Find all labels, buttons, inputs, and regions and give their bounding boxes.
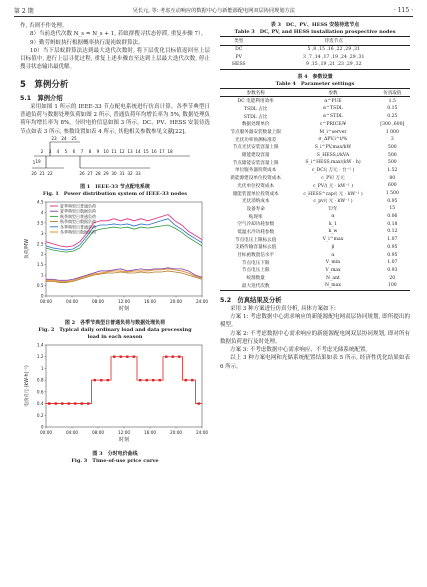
cell: 节点光伏安装容量上限 bbox=[232, 145, 279, 151]
data-point bbox=[74, 402, 76, 404]
cell: 80 bbox=[389, 175, 396, 181]
legend-label: 秋季典型日数据负荷 bbox=[60, 219, 96, 225]
table-row bbox=[220, 274, 410, 282]
data-point bbox=[81, 402, 83, 404]
table-header: 参数名称 bbox=[246, 90, 265, 96]
table-header: 仿真取值 bbox=[383, 90, 402, 96]
cell: α bbox=[331, 214, 335, 220]
y-tick-label: 1.5 bbox=[36, 262, 44, 268]
svg-text:12: 12 bbox=[119, 148, 125, 154]
cell: 光伏功率预测标准差 bbox=[234, 137, 277, 143]
svg-text:31: 31 bbox=[119, 170, 125, 176]
legend-label: 夏季典型日数据负荷 bbox=[60, 208, 96, 214]
paragraph: 以上 3 种方案电网和光储系统配置结果如表 5 所示, 经济性优化结果如表 6 所示。 bbox=[220, 355, 410, 370]
data-point bbox=[133, 355, 135, 357]
svg-text:17: 17 bbox=[159, 148, 165, 154]
table-row bbox=[220, 236, 410, 244]
data-point bbox=[172, 355, 174, 357]
cell: 0.12 bbox=[387, 229, 398, 235]
data-point bbox=[159, 379, 161, 381]
table-row bbox=[220, 144, 410, 152]
legend-label: 冬季典型日数据负荷 bbox=[60, 229, 96, 235]
svg-text:30: 30 bbox=[111, 170, 117, 176]
cell: 1.5 bbox=[388, 98, 396, 104]
table-row bbox=[220, 282, 410, 290]
cell: 3 ,7 ,14 ,17 ,19 ,24 ,29 ,31 bbox=[303, 54, 365, 60]
cell: 0.15 bbox=[387, 106, 398, 112]
x-tick-label: 12:00 bbox=[117, 298, 131, 304]
cell: 3 bbox=[390, 137, 394, 143]
x-axis-label: 时刻 bbox=[118, 305, 130, 312]
x-tick-label: 24:00 bbox=[195, 429, 209, 435]
step-8: 8）当前迭代次数 N_s = N_s + 1, 若蚁群搜寻状态停滞, 重复步骤 7）。 bbox=[30, 31, 207, 38]
data-point bbox=[94, 379, 96, 381]
y-tick-label: 2 bbox=[40, 251, 44, 257]
paragraph: 采用如图 1 所示的 IEEE-33 节点配电系统进行仿真计算。各季节典型日普通负荷与数据处理负荷如图 2 所示, 普通负荷年均增长率为 5%, 数据处理负荷年均增长率为 8%。分时电价信息如图 3 所示。DC、PV、HESS 安装待选节点如表 3 所示, 参数设置如表 4 所示, 其他相关参数参见文献[22]。 bbox=[20, 103, 210, 135]
svg-text:21: 21 bbox=[39, 170, 45, 176]
svg-text:13: 13 bbox=[127, 148, 133, 154]
cell: S_i^PV,max/kW bbox=[314, 144, 352, 150]
cell: V_max bbox=[325, 267, 341, 273]
table-row bbox=[220, 259, 410, 267]
left-column bbox=[20, 22, 210, 465]
cell: N_max bbox=[324, 283, 341, 289]
svg-text:11: 11 bbox=[111, 148, 117, 154]
cell: V_min bbox=[325, 260, 341, 266]
x-tick-label: 00:00 bbox=[39, 429, 53, 435]
svg-text:18: 18 bbox=[167, 148, 173, 154]
figure-caption-en: Fig. 3 Time-of-use price curve bbox=[71, 457, 159, 464]
svg-text:20: 20 bbox=[31, 170, 37, 176]
x-axis-label: 时刻 bbox=[118, 436, 130, 443]
table-row bbox=[220, 251, 410, 259]
subsection-heading: 5.2 仿真结果及分析 bbox=[220, 296, 282, 304]
svg-text:16: 16 bbox=[151, 148, 157, 154]
data-point bbox=[178, 355, 180, 357]
paragraph: 方案 1: 考虑数据中心需求响应的新能源配电网双层协同规划, 即所提出的模型。 bbox=[220, 313, 410, 329]
cell: 支路传输容量标幺值 bbox=[234, 245, 277, 251]
cell: 数据处理单价 bbox=[241, 122, 270, 128]
y-tick-label: 0 bbox=[40, 424, 44, 430]
x-tick-label: 08:00 bbox=[91, 298, 105, 304]
cell: 节点服务器安装数量上限 bbox=[230, 130, 281, 136]
cell: 贴现率 bbox=[248, 214, 263, 220]
cell: α^PUE bbox=[324, 98, 342, 104]
y-tick-label: 4 bbox=[40, 209, 44, 215]
svg-text:26: 26 bbox=[79, 170, 85, 176]
cell: 节点电压上限标幺值 bbox=[234, 237, 277, 243]
table-caption: 表 3 DC、PV、HESS 安装待选节点 bbox=[270, 22, 360, 28]
page-number: · 115 · bbox=[393, 6, 413, 14]
data-point bbox=[61, 402, 63, 404]
table-caption-en: Table 3 DC, PV, and HESS installation prospective nodes bbox=[234, 29, 396, 35]
subsection-heading: 5.1 算例介绍 bbox=[20, 94, 63, 102]
cell: 15 bbox=[389, 206, 396, 212]
cell: DC 电能利用效率 bbox=[237, 99, 274, 105]
cell: c_HESS^cap/( 元 · kW⁻¹ ) bbox=[303, 191, 363, 197]
table-caption-en: Table 4 Parameter settings bbox=[275, 80, 355, 87]
legend-label: 冬季典型日普通负荷 bbox=[60, 224, 96, 230]
seasonal-load-chart bbox=[20, 198, 210, 316]
y-tick-label: 0 bbox=[40, 293, 44, 299]
y-tick-label: 3 bbox=[40, 230, 44, 236]
cell: 光伏单位投资成本 bbox=[237, 183, 275, 189]
legend-label: 秋季典型日普通负荷 bbox=[60, 213, 96, 219]
table-row bbox=[220, 61, 410, 69]
cell: 0.93 bbox=[387, 267, 398, 273]
cell: 9 ,15 ,19 ,21 ,23 ,29 ,32 bbox=[305, 62, 362, 68]
data-point bbox=[113, 355, 115, 357]
y-tick-label: 1.4 bbox=[36, 342, 44, 348]
cell: 500 bbox=[387, 144, 397, 150]
cell: 500 bbox=[387, 160, 397, 166]
issue-number: 第 2 期 bbox=[14, 7, 34, 15]
cell: 0.95 bbox=[387, 252, 398, 258]
cell: 目标函数置信水平 bbox=[237, 253, 275, 259]
table-row bbox=[220, 220, 410, 228]
paragraph: 采用 3 种方案进行仿真分析, 具体方案如下: bbox=[230, 305, 336, 312]
cell: 0.95 bbox=[387, 244, 398, 250]
cell: c^PRICE/¥ bbox=[319, 121, 347, 127]
cell: k_1 bbox=[328, 221, 337, 227]
data-point bbox=[198, 402, 200, 404]
tou-price-chart bbox=[20, 341, 210, 447]
table-row bbox=[220, 121, 410, 129]
x-tick-label: 08:00 bbox=[91, 429, 105, 435]
x-tick-label: 20:00 bbox=[169, 429, 183, 435]
svg-text:32: 32 bbox=[127, 170, 133, 176]
svg-text:25: 25 bbox=[71, 135, 77, 141]
y-tick-label: 3.5 bbox=[36, 220, 44, 226]
y-axis-label: 电价/(元·(kW·h)⁻¹) bbox=[25, 365, 30, 407]
data-point bbox=[48, 402, 50, 404]
figure-caption-en: Fig. 1 Power distribution system of IEEE-33 nodes bbox=[42, 190, 188, 197]
svg-text:6: 6 bbox=[72, 148, 76, 154]
svg-text:2: 2 bbox=[40, 148, 44, 154]
table-row bbox=[220, 113, 410, 121]
figure-caption: 图 3 分时电价曲线 bbox=[92, 450, 138, 457]
right-column bbox=[220, 22, 410, 371]
cell: σ_ΔPV,i^t/% bbox=[318, 137, 348, 143]
data-point bbox=[152, 379, 154, 381]
svg-text:22: 22 bbox=[47, 170, 53, 176]
cell: 储能装置单位投资成本 bbox=[232, 191, 279, 197]
cell: 设备寿命 bbox=[246, 206, 265, 212]
series-line bbox=[46, 357, 202, 404]
data-point bbox=[185, 379, 187, 381]
cell: c_pv/( 元 · kW⁻¹ ) bbox=[313, 199, 353, 205]
figure-caption-en: load in each season bbox=[87, 333, 143, 340]
svg-text:27: 27 bbox=[87, 170, 93, 176]
cell: HESS bbox=[231, 62, 246, 68]
y-tick-label: 1.2 bbox=[36, 354, 44, 360]
paragraph: 作, 否则不作处理。 bbox=[20, 23, 68, 29]
cell: S_HESS,i/kVA bbox=[316, 152, 350, 158]
cell: STDL 占比 bbox=[243, 114, 268, 120]
cell: DC bbox=[235, 47, 243, 53]
cell: 1.07 bbox=[387, 260, 398, 266]
cell: 节点电压下限 bbox=[241, 260, 270, 266]
table-row bbox=[220, 228, 410, 236]
cell: 1 500 bbox=[385, 191, 399, 197]
candidate-nodes-table bbox=[220, 36, 410, 70]
x-tick-label: 04:00 bbox=[65, 298, 79, 304]
x-tick-label: 00:00 bbox=[39, 298, 53, 304]
cell: TSDL 占比 bbox=[243, 106, 268, 112]
paragraph: 方案 3: 不考虑数据中心需求响应、不考虑光储系统配置。 bbox=[230, 347, 371, 354]
cell: 1.52 bbox=[387, 167, 398, 173]
table-row bbox=[220, 97, 410, 105]
cell: [300 ,600] bbox=[380, 121, 405, 127]
svg-text:8: 8 bbox=[88, 148, 92, 154]
cell: 光伏消纳成本 bbox=[241, 199, 270, 205]
x-tick-label: 16:00 bbox=[143, 298, 157, 304]
ieee33-diagram bbox=[20, 136, 210, 180]
cell: 低温水冷功耗参数 bbox=[237, 229, 275, 235]
y-axis-label: 负荷/MW bbox=[25, 238, 30, 260]
table-row bbox=[220, 205, 410, 213]
running-title: 吴长元, 等: 考虑互动响应的数据中心与新能源配电网双层协同规划方法 bbox=[132, 7, 295, 14]
svg-text:7: 7 bbox=[80, 148, 84, 154]
cell: T/年 bbox=[328, 206, 338, 212]
data-point bbox=[191, 379, 193, 381]
table-row bbox=[220, 105, 410, 113]
page-header bbox=[14, 4, 413, 17]
svg-text:29: 29 bbox=[103, 170, 109, 176]
y-tick-label: 1 bbox=[40, 365, 44, 371]
svg-text:10: 10 bbox=[103, 148, 109, 154]
y-tick-label: 2.5 bbox=[36, 241, 44, 247]
cell: 蚁群数量 bbox=[246, 276, 265, 282]
cell: 0.95 bbox=[387, 198, 398, 204]
y-tick-label: 0.8 bbox=[36, 377, 44, 383]
svg-text:23: 23 bbox=[51, 135, 57, 141]
cell: k_w bbox=[328, 229, 338, 235]
cell: β bbox=[331, 244, 335, 250]
parameter-table bbox=[220, 88, 410, 291]
y-tick-label: 0.4 bbox=[36, 401, 44, 407]
cell: N_ant bbox=[326, 275, 340, 281]
table-row bbox=[220, 136, 410, 144]
paragraph: 方案 2: 不考虑数据中心需求响应的新能源配电网双层协同规划, 即对所有数据负荷进行及时处理。 bbox=[220, 330, 410, 345]
cell: 储能建设容量 bbox=[241, 153, 270, 159]
cell: 1 000 bbox=[385, 129, 399, 135]
data-point bbox=[68, 402, 70, 404]
table-row bbox=[220, 53, 410, 61]
cell: α^STDL bbox=[323, 114, 343, 120]
data-point bbox=[120, 355, 122, 357]
cell: 0.18 bbox=[387, 221, 398, 227]
cell: 500 bbox=[387, 152, 397, 158]
svg-text:4: 4 bbox=[56, 148, 60, 154]
svg-text:3: 3 bbox=[48, 148, 52, 154]
data-point bbox=[87, 402, 89, 404]
step-10: 10）当下层蚁群算法达到最大迭代次数时, 将下层优化目标值返回至上层目标值中, 进行上层寻优过程, 重复上述步骤直至达到上层最大迭代次数, 停止搜寻状态输出最优解。 bbox=[20, 47, 210, 71]
table-header: 参数 bbox=[328, 90, 338, 96]
cell: PV bbox=[235, 54, 242, 60]
x-tick-label: 20:00 bbox=[169, 298, 183, 304]
svg-text:28: 28 bbox=[95, 170, 101, 176]
data-point bbox=[146, 379, 148, 381]
x-tick-label: 12:00 bbox=[117, 429, 131, 435]
data-point bbox=[107, 379, 109, 381]
svg-text:1: 1 bbox=[32, 159, 36, 165]
cell: 20 bbox=[389, 275, 396, 281]
y-tick-label: 1 bbox=[40, 272, 44, 278]
svg-text:33: 33 bbox=[135, 170, 141, 176]
y-tick-label: 4.5 bbox=[36, 199, 44, 205]
y-tick-label: 0.5 bbox=[36, 283, 44, 289]
table-row bbox=[220, 190, 410, 198]
cell: 空气冷却功耗参数 bbox=[237, 222, 275, 228]
legend-label: 夏季典型日普通负荷 bbox=[60, 203, 96, 209]
figure-caption: 图 1 IEEE-33 节点配电系统 bbox=[80, 183, 150, 190]
y-tick-label: 0.2 bbox=[36, 412, 44, 418]
step-9: 9）勤劳蚂蚁执行根据概率执行混沌蚁群算法。 bbox=[30, 39, 144, 46]
svg-text:15: 15 bbox=[143, 148, 149, 154]
y-tick-label: 0.6 bbox=[36, 389, 44, 395]
cell: S_i^HESS,max/(kW · h) bbox=[305, 160, 361, 166]
cell: 0.25 bbox=[387, 114, 398, 120]
cell: c_PV/ 万元 bbox=[321, 176, 345, 182]
table-row bbox=[220, 151, 410, 159]
cell: 新能源建设单位投资成本 bbox=[230, 176, 281, 182]
svg-text:9: 9 bbox=[96, 148, 100, 154]
cell: 100 bbox=[387, 283, 397, 289]
section-heading: 5 算例分析 bbox=[20, 79, 69, 90]
table-row bbox=[220, 182, 410, 190]
cell: 0.06 bbox=[387, 214, 398, 220]
x-tick-label: 16:00 bbox=[143, 429, 157, 435]
data-point bbox=[55, 402, 57, 404]
x-tick-label: 04:00 bbox=[65, 429, 79, 435]
data-point bbox=[100, 379, 102, 381]
cell: 节点储能安装容量上限 bbox=[232, 160, 279, 166]
table-row bbox=[220, 174, 410, 182]
svg-text:14: 14 bbox=[135, 148, 141, 154]
x-tick-label: 24:00 bbox=[195, 298, 209, 304]
table-row bbox=[220, 45, 410, 53]
table-header: 待选节点 bbox=[324, 38, 343, 44]
data-point bbox=[165, 355, 167, 357]
cell: 最大迭代次数 bbox=[241, 283, 270, 289]
cell: 1.07 bbox=[387, 237, 398, 243]
svg-text:5: 5 bbox=[64, 148, 68, 154]
cell: V_i^max bbox=[322, 237, 344, 243]
table-row bbox=[220, 167, 410, 175]
cell: M_i^server bbox=[319, 129, 347, 135]
data-point bbox=[139, 379, 141, 381]
cell: 单位服务器投资成本 bbox=[234, 168, 277, 174]
figure-caption-en: Fig. 2 Typical daily ordinary load and data processing bbox=[38, 326, 192, 333]
cell: c_PV/( 元 · kW⁻¹ ) bbox=[312, 183, 354, 189]
cell: 600 bbox=[387, 183, 397, 189]
table-row bbox=[220, 128, 410, 136]
series-line bbox=[46, 268, 202, 281]
cell: α bbox=[331, 252, 335, 258]
svg-text:24: 24 bbox=[61, 135, 67, 141]
cell: α^TSDL bbox=[323, 106, 343, 112]
cell: c_DC/( 万元 · 台⁻¹ ) bbox=[311, 168, 355, 174]
table-row bbox=[220, 244, 410, 252]
figure-caption: 图 2 各季节典型日普通负荷与数据处理负荷 bbox=[64, 319, 166, 326]
cell: 5 ,8 ,15 ,16 ,22 ,29 ,31 bbox=[307, 47, 361, 53]
table-caption: 表 4 参数设置 bbox=[297, 73, 333, 80]
table-header: 类型 bbox=[234, 38, 244, 44]
table-row bbox=[220, 267, 410, 275]
table-row bbox=[220, 159, 410, 167]
cell: 节点电压上限 bbox=[241, 268, 270, 274]
table-row bbox=[220, 197, 410, 205]
svg-text:19: 19 bbox=[35, 158, 41, 164]
data-point bbox=[126, 355, 128, 357]
table-row bbox=[220, 213, 410, 221]
